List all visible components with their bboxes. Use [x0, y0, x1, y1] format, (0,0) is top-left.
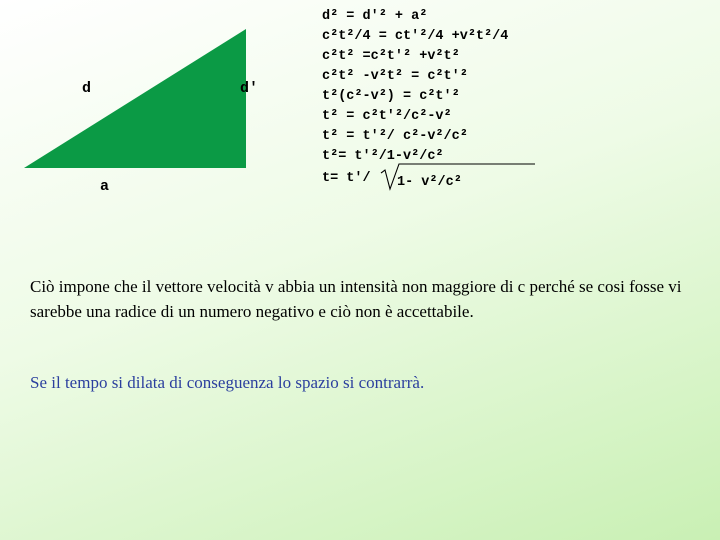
- equation-line: t²= t'²/1-v²/c²: [322, 149, 444, 164]
- equation-line: t² = c²t'²/c²-v²: [322, 109, 452, 124]
- label-base: a: [100, 178, 110, 195]
- equation-line: d² = d'² + a²: [322, 9, 428, 24]
- final-equation-radicand: 1- v²/c²: [397, 175, 462, 190]
- equation-line: c²t² =c²t'² +v²t²: [322, 49, 460, 64]
- equation-line: c²t²/4 = ct'²/4 +v²t²/4: [322, 29, 509, 44]
- equation-line: c²t² -v²t² = c²t'²: [322, 69, 468, 84]
- right-triangle-diagram: [20, 25, 250, 175]
- explanation-paragraph: Ciò impone che il vettore velocità v abbia un intensità non maggiore di c perché se cosi fosse vi sarebbe una radice di un numero negativo e ciò non è accettabile.: [30, 277, 682, 321]
- equation-block: [322, 7, 508, 191]
- final-equation-prefix: t= t'/: [322, 171, 371, 186]
- label-vertical-side: d': [240, 80, 259, 97]
- equation-line: t² = t'²/ c²-v²/c²: [322, 129, 468, 144]
- right-triangle: [24, 29, 246, 168]
- final-equation: [322, 167, 508, 191]
- equation-line: t²(c²-v²) = c²t'²: [322, 89, 460, 104]
- label-hypotenuse: d: [82, 80, 92, 97]
- conclusion-paragraph: Se il tempo si dilata di conseguenza lo spazio si contrarrà.: [30, 373, 425, 392]
